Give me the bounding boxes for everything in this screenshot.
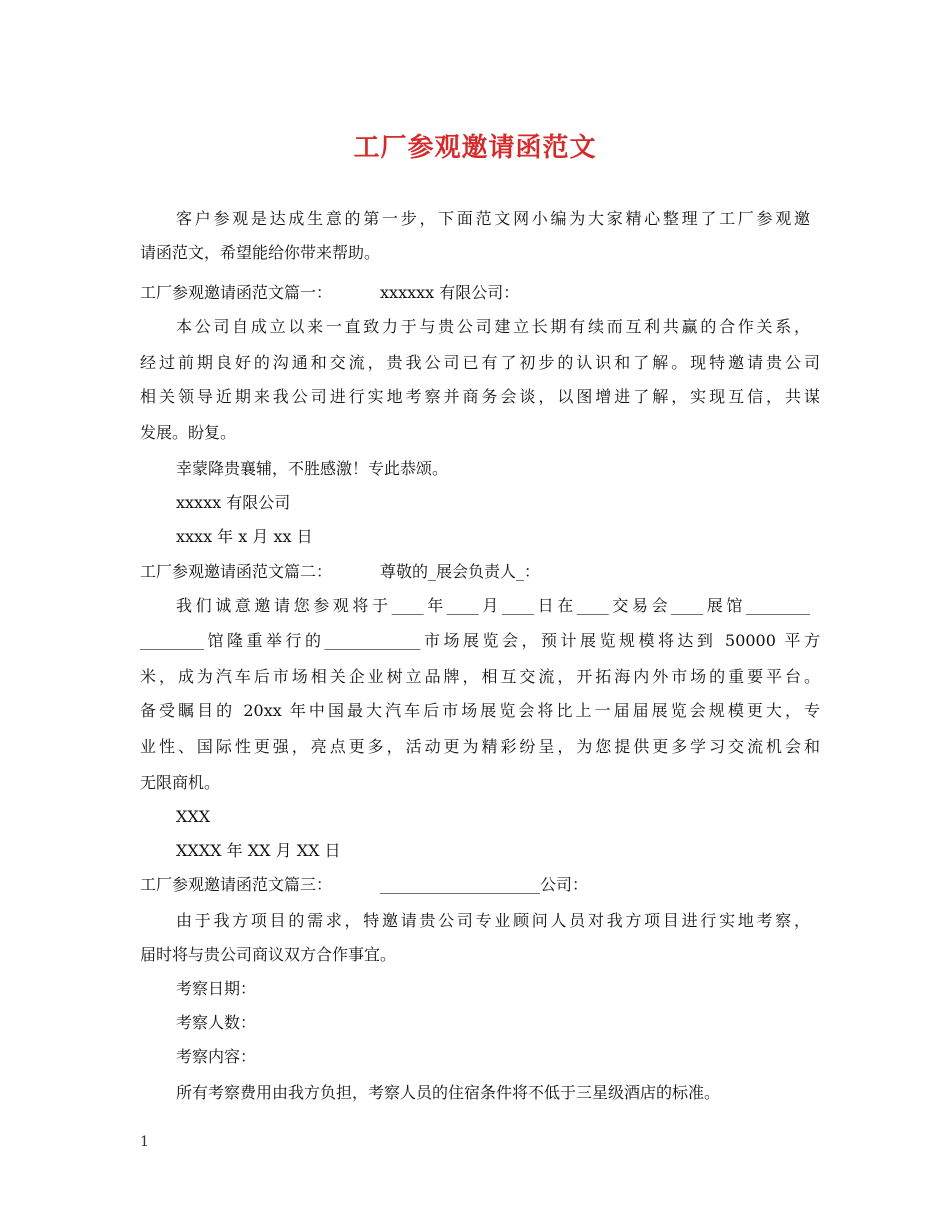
part1-heading: 工厂参观邀请函范文篇一： <box>140 283 333 302</box>
paragraph-line: 相关领导近期来我公司进行实地考察并商务会谈，以图增进了解，实现互信，共谋 <box>140 387 820 406</box>
paragraph-line: 备受瞩目的 20xx 年中国最大汽车后市场展览会将比上一届届展览会规模更大，专 <box>140 701 820 720</box>
part1-salutation: xxxxxx 有限公司： <box>380 283 520 302</box>
field-people: 考察人数： <box>176 1013 257 1032</box>
part3-heading-row <box>140 868 820 902</box>
part3-heading: 工厂参观邀请函范文篇三： <box>140 875 333 894</box>
field-content: 考察内容： <box>176 1047 257 1066</box>
intro-line: 客户参观是达成生意的第一步，下面范文网小编为大家精心整理了工厂参观邀 <box>176 209 810 228</box>
paragraph-line: ________馆隆重举行的____________市场展览会，预计展览规模将达到 50000 平方 <box>140 631 820 650</box>
part2-salutation: 尊敬的_展会负责人_： <box>380 562 541 581</box>
part1-signature: xxxxx 有限公司 <box>176 493 291 512</box>
part1-heading-row <box>140 276 820 310</box>
closing-line: 所有考察费用由我方负担，考察人员的住宿条件将不低于三星级酒店的标准。 <box>176 1083 721 1102</box>
part2-date: XXXX 年 XX 月 XX 日 <box>176 841 341 860</box>
paragraph-line: 发展。盼复。 <box>140 423 237 442</box>
page-number: 1 <box>140 1134 149 1150</box>
paragraph-line: 本公司自成立以来一直致力于与贵公司建立长期有续而互利共赢的合作关系， <box>176 317 810 336</box>
part1-date: xxxx 年 x 月 xx 日 <box>176 527 313 546</box>
paragraph-line: 我们诚意邀请您参观将于____年____月____日在____交易会____展馆________ <box>176 596 810 615</box>
paragraph-line: 由于我方项目的需求，特邀请贵公司专业顾问人员对我方项目进行实地考察， <box>176 911 810 930</box>
paragraph-line: 无限商机。 <box>140 773 221 792</box>
paragraph-line: 米，成为汽车后市场相关企业树立品牌，相互交流，开拓海内外市场的重要平台。 <box>140 667 820 686</box>
paragraph-line: 届时将与贵公司商议双方合作事宜。 <box>140 945 397 964</box>
field-date: 考察日期： <box>176 979 257 998</box>
part2-heading: 工厂参观邀请函范文篇二： <box>140 562 333 581</box>
part2-heading-row <box>140 555 820 589</box>
part3-salutation: ____________________公司： <box>380 875 589 894</box>
paragraph-line: 业性、国际性更强，亮点更多，活动更为精彩纷呈，为您提供更多学习交流机会和 <box>140 737 820 756</box>
intro-line: 请函范文，希望能给你带来帮助。 <box>140 243 381 262</box>
document-title: 工厂参观邀请函范文 <box>353 133 597 163</box>
part1-closing: 幸蒙降贵襄辅，不胜感激！专此恭颂。 <box>176 459 449 478</box>
paragraph-line: 经过前期良好的沟通和交流，贵我公司已有了初步的认识和了解。现特邀请贵公司 <box>140 353 820 372</box>
part2-signature: XXX <box>176 807 211 826</box>
